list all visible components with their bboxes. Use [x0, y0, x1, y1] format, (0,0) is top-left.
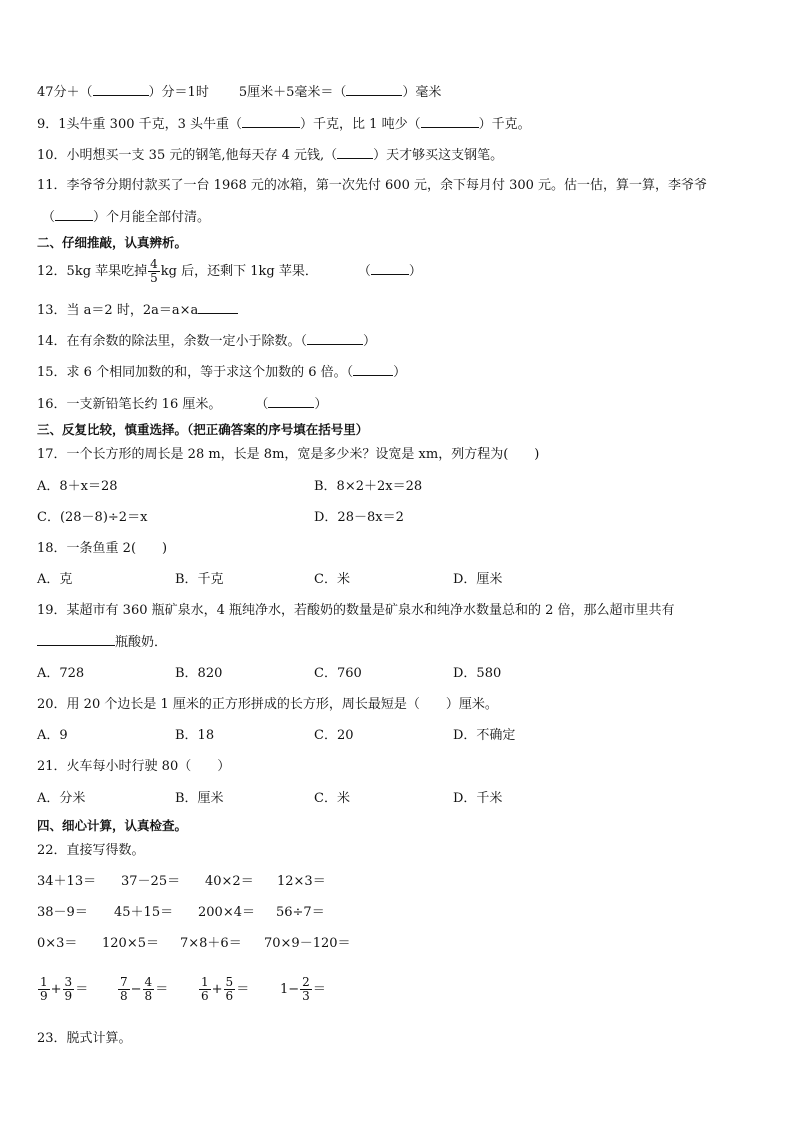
q20-option-d[interactable]: D．不确定: [453, 728, 516, 743]
section-3-heading: 三、反复比较，慎重选择。（把正确答案的序号填在括号里）: [37, 422, 369, 437]
question-13: 13．当 a＝2 时，2a＝a×a: [37, 301, 238, 320]
answer-blank[interactable]: [198, 301, 238, 314]
question-22-stem: 22．直接写得数。: [37, 843, 145, 858]
calc-item: 7×8＋6＝: [180, 936, 242, 951]
question-8-line: 47分＋（ ）分＝1时 5厘米＋5毫米＝（ ）毫米: [37, 85, 442, 100]
answer-blank[interactable]: [93, 83, 149, 96]
question-12: 12．5kg 苹果吃掉 $\frac{4}{5}$ kg 后，还剩下 1kg 苹果． （ ）: [37, 257, 422, 285]
q17-option-d[interactable]: D．28－8x＝2: [314, 510, 404, 525]
calc-item: 37－25＝: [121, 874, 181, 889]
question-19-stem: 19．某超市有 360 瓶矿泉水，4 瓶纯净水，若酸奶的数量是矿泉水和纯净水数量总和的 2 倍，那么超市里共有: [37, 603, 675, 618]
section-4-heading: 四、细心计算，认真检查。: [37, 818, 188, 833]
question-21-stem: 21．火车每小时行驶 80（ ）: [37, 759, 231, 774]
answer-blank[interactable]: [307, 332, 363, 345]
calc-item: 120×5＝: [102, 936, 159, 951]
q18-option-c[interactable]: C．米: [314, 572, 350, 587]
question-15: 15．求 6 个相同加数的和，等于求这个加数的 6 倍。（ ）: [37, 365, 407, 380]
question-20-stem: 20．用 20 个边长是 1 厘米的正方形拼成的长方形，周长最短是（ ）厘米。: [37, 697, 498, 712]
answer-blank[interactable]: [242, 115, 300, 128]
q18-option-a[interactable]: A．克: [37, 572, 73, 587]
q21-option-a[interactable]: A．分米: [37, 791, 86, 806]
question-19-line-2: 瓶酸奶．: [37, 633, 167, 652]
q19-option-c[interactable]: C．760: [314, 666, 362, 681]
question-16: 16．一支新铅笔长约 16 厘米。 （ ）: [37, 397, 328, 412]
fraction-item: 1− $\frac{2}{3}$ ＝: [280, 975, 326, 1003]
question-11-line-1: 11．李爷爷分期付款买了一台 1968 元的冰箱，第一次先付 600 元，余下每月付 300 元。估一估，算一算，李爷爷: [37, 178, 708, 193]
answer-blank[interactable]: [55, 208, 93, 221]
calc-item: 38－9＝: [37, 905, 88, 920]
q19-option-d[interactable]: D．580: [453, 666, 502, 681]
fraction-item: $\frac{1}{9}$ + $\frac{3}{9}$ ＝: [40, 975, 89, 1003]
q18-option-b[interactable]: B．千克: [175, 572, 224, 587]
calc-item: 70×9－120＝: [264, 936, 351, 951]
calc-item: 45＋15＝: [114, 905, 174, 920]
question-14: 14．在有余数的除法里，余数一定小于除数。（ ）: [37, 334, 377, 349]
question-11-line-2: （ ）个月能全部付清。: [42, 210, 211, 225]
answer-blank[interactable]: [346, 83, 402, 96]
question-9: 9．1头牛重 300 千克，3 头牛重（ ）千克，比 1 吨少（ ）千克。: [37, 117, 531, 132]
q18-option-d[interactable]: D．厘米: [453, 572, 503, 587]
calc-item: 40×2＝: [205, 874, 254, 889]
answer-blank[interactable]: [371, 262, 409, 275]
q17-option-a[interactable]: A．8＋x＝28: [37, 479, 118, 494]
q20-option-c[interactable]: C．20: [314, 728, 354, 743]
q21-option-d[interactable]: D．千米: [453, 791, 503, 806]
answer-blank[interactable]: [37, 633, 115, 646]
answer-blank[interactable]: [268, 395, 314, 408]
answer-blank[interactable]: [337, 146, 373, 159]
calc-item: 0×3＝: [37, 936, 78, 951]
q20-option-b[interactable]: B．18: [175, 728, 215, 743]
section-2-heading: 二、仔细推敲，认真辨析。: [37, 235, 188, 250]
calc-item: 56÷7＝: [276, 905, 325, 920]
fraction: $\frac{4}{5}$: [150, 257, 158, 285]
fraction-item: $\frac{7}{8}$ − $\frac{4}{8}$ ＝: [120, 975, 169, 1003]
question-18-stem: 18．一条鱼重 2( ): [37, 541, 168, 556]
calc-item: 34＋13＝: [37, 874, 97, 889]
calc-item: 200×4＝: [198, 905, 255, 920]
q21-option-c[interactable]: C．米: [314, 791, 350, 806]
q17-option-c[interactable]: C．(28－8)÷2＝x: [37, 510, 148, 525]
q17-option-b[interactable]: B．8×2＋2x＝28: [314, 479, 423, 494]
question-17-stem: 17．一个长方形的周长是 28 m，长是 8m，宽是多少米？设宽是 xm，列方程为( ): [37, 447, 540, 462]
answer-blank[interactable]: [421, 115, 479, 128]
question-23-stem: 23．脱式计算。: [37, 1031, 132, 1046]
q21-option-b[interactable]: B．厘米: [175, 791, 224, 806]
fraction-item: $\frac{1}{6}$ + $\frac{5}{6}$ ＝: [201, 975, 250, 1003]
q19-option-b[interactable]: B．820: [175, 666, 223, 681]
question-10: 10．小明想买一支 35 元的钢笔,他每天存 4 元钱,（ ）天才够买这支钢笔。: [37, 148, 504, 163]
q20-option-a[interactable]: A．9: [37, 728, 68, 743]
calc-item: 12×3＝: [277, 874, 326, 889]
answer-blank[interactable]: [353, 363, 393, 376]
q19-option-a[interactable]: A．728: [37, 666, 85, 681]
